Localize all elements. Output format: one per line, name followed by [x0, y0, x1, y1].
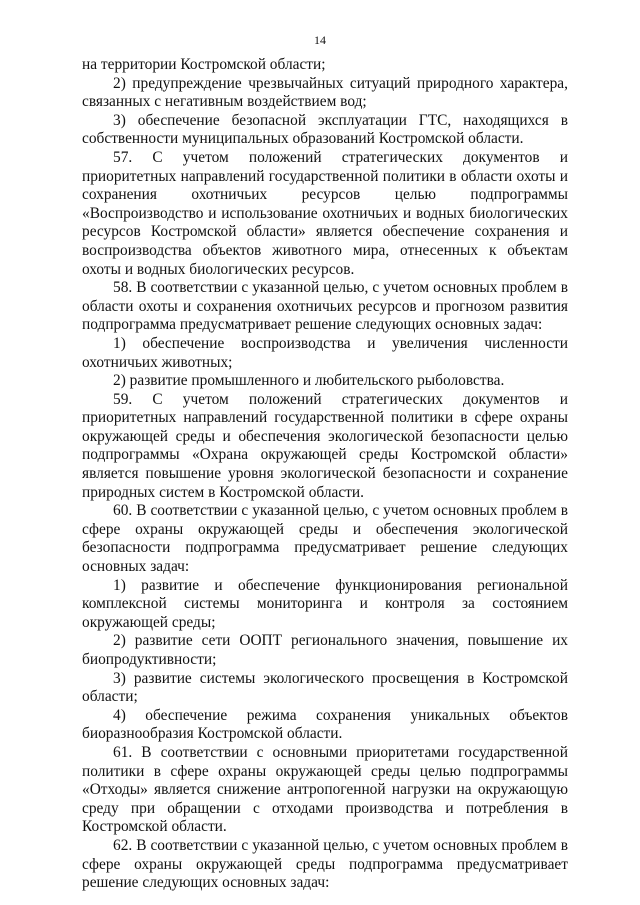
page-number: 14	[314, 33, 326, 47]
paragraph-continuation: на территории Костромской области;	[82, 56, 326, 73]
list-item-3-gts-safety: 3) обеспечение безопасной эксплуатации ГТС, находящихся в собственности муниципальных образований Костромской области.	[82, 111, 568, 148]
task-60-4: 4) обеспечение режима сохранения уникальных объектов биоразнообразия Костромской области.	[82, 706, 568, 743]
task-58-1: 1) обеспечение воспроизводства и увеличения численности охотничьих животных;	[82, 334, 568, 371]
paragraph-59: 59. С учетом положений стратегических документов и приоритетных направлений государственной политики в сфере охраны окружающей среды и обеспечения экологической безопасности целью подпрограммы «Охрана окружающей среды Костромской области» является повышение уровня экологической безопасности и сохранение природных систем в Костромской области.	[82, 390, 568, 501]
task-60-1: 1) развитие и обеспечение функционирования региональной комплексной системы мониторинга и контроля за состоянием окружающей среды;	[82, 576, 568, 631]
paragraph-57: 57. С учетом положений стратегических документов и приоритетных направлений государственной политики в области охоты и сохранения охотничьих ресурсов целью подпрограммы «Воспроизводство и использование охотничьих и водных биологических ресурсов Костромской области» является обеспечение сохранения и воспроизводства объектов животного мира, отнесенных к объектам охоты и водных биологических ресурсов.	[82, 148, 568, 278]
list-item-2-emergency-prevention: 2) предупреждение чрезвычайных ситуаций природного характера, связанных с негативным воздействием вод;	[82, 74, 568, 111]
task-60-2: 2) развитие сети ООПТ регионального значения, повышение их биопродуктивности;	[82, 632, 568, 668]
paragraph-62: 62. В соответствии с указанной целью, с учетом основных проблем в сфере охраны окружающей среды подпрограмма предусматривает решение следующих основных задач:	[82, 836, 568, 892]
paragraph-58: 58. В соответствии с указанной целью, с учетом основных проблем в области охоты и сохранения охотничьих ресурсов и прогнозом развития подпрограмма предусматривает решение следующих основных задач:	[82, 279, 568, 334]
task-60-3: 3) развитие системы экологического просвещения в Костромской области;	[82, 669, 568, 706]
task-58-2: 2) развитие промышленного и любительского рыболовства.	[113, 372, 505, 390]
paragraph-60: 60. В соответствии с указанной целью, с учетом основных проблем в сфере охраны окружающей среды и обеспечения экологической безопасности подпрограмма предусматривает решение следующих основных задач:	[82, 502, 568, 576]
document-body	[82, 56, 568, 893]
paragraph-61: 61. В соответствии с основными приоритетами государственной политики в сфере охраны окружающей среды целью подпрограммы «Отходы» является снижение антропогенной нагрузки на окружающую среду при обращении с отходами производства и потребления в Костромской области.	[82, 743, 568, 836]
